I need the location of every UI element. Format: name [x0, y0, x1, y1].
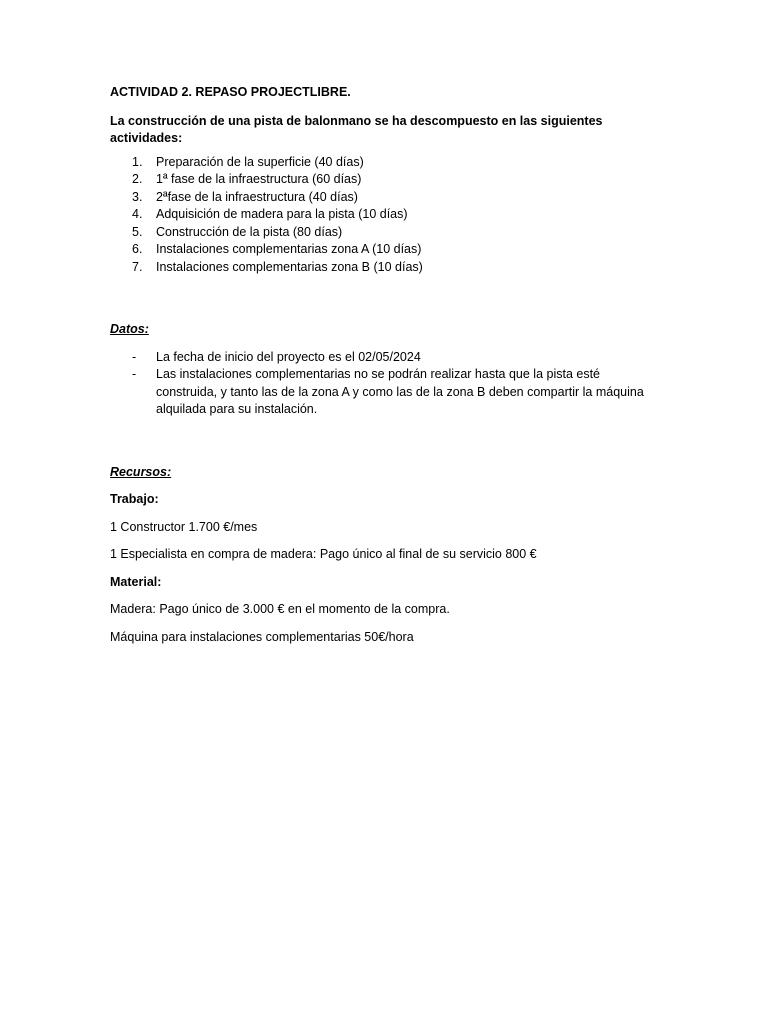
list-number: 6.	[132, 242, 143, 256]
document-page	[110, 84, 650, 656]
recursos-heading: Recursos:	[110, 464, 172, 479]
list-item	[110, 189, 650, 207]
document-title: ACTIVIDAD 2. REPASO PROJECTLIBRE.	[110, 85, 351, 99]
activities-list	[110, 154, 650, 277]
material-item-maquina: Máquina para instalaciones complementarias 50€/hora	[110, 629, 414, 644]
material-heading: Material:	[110, 574, 162, 589]
list-item-text: Instalaciones complementarias zona A (10 días)	[156, 242, 422, 256]
list-item-text: 1ª fase de la infraestructura (60 días)	[156, 172, 362, 186]
trabajo-heading: Trabajo:	[110, 492, 159, 506]
list-item-text: Preparación de la superficie (40 días)	[156, 154, 364, 169]
list-number: 5.	[132, 224, 143, 239]
list-item	[110, 171, 650, 189]
list-item	[110, 241, 650, 259]
datos-heading: Datos:	[110, 322, 149, 336]
list-item	[110, 154, 650, 172]
list-item	[110, 224, 650, 242]
list-number: 2.	[132, 172, 143, 186]
list-item-text: La fecha de inicio del proyecto es el 02/05/2024	[156, 349, 421, 364]
list-item	[110, 366, 650, 419]
datos-list	[110, 349, 650, 419]
list-dash: -	[132, 367, 137, 381]
list-item-text: Instalaciones complementarias zona B (10 días)	[156, 259, 423, 274]
intro-paragraph: La construcción de una pista de balonmano se ha descompuesto en las siguientes actividades:	[110, 113, 603, 145]
list-item	[110, 349, 650, 367]
list-item-text: Adquisición de madera para la pista (10 días)	[156, 207, 408, 221]
trabajo-item-especialista: 1 Especialista en compra de madera: Pago único al final de su servicio 800 €	[110, 547, 537, 561]
list-item-text: Construcción de la pista (80 días)	[156, 224, 343, 239]
list-dash: -	[132, 349, 137, 364]
trabajo-item-constructor: 1 Constructor 1.700 €/mes	[110, 519, 258, 534]
list-number: 1.	[132, 154, 143, 169]
list-item	[110, 259, 650, 277]
list-number: 3.	[132, 189, 143, 204]
list-item-text: 2ªfase de la infraestructura (40 días)	[156, 189, 358, 204]
list-item-text: Las instalaciones complementarias no se podrán realizar hasta que la pista esté construida, y tanto las de la zona A y como las de la zona B deben compartir la máquina alquilada para su instalación.	[156, 367, 644, 416]
list-item	[110, 206, 650, 224]
list-number: 7.	[132, 259, 143, 274]
list-number: 4.	[132, 207, 143, 221]
material-item-madera: Madera: Pago único de 3.000 € en el momento de la compra.	[110, 602, 450, 616]
